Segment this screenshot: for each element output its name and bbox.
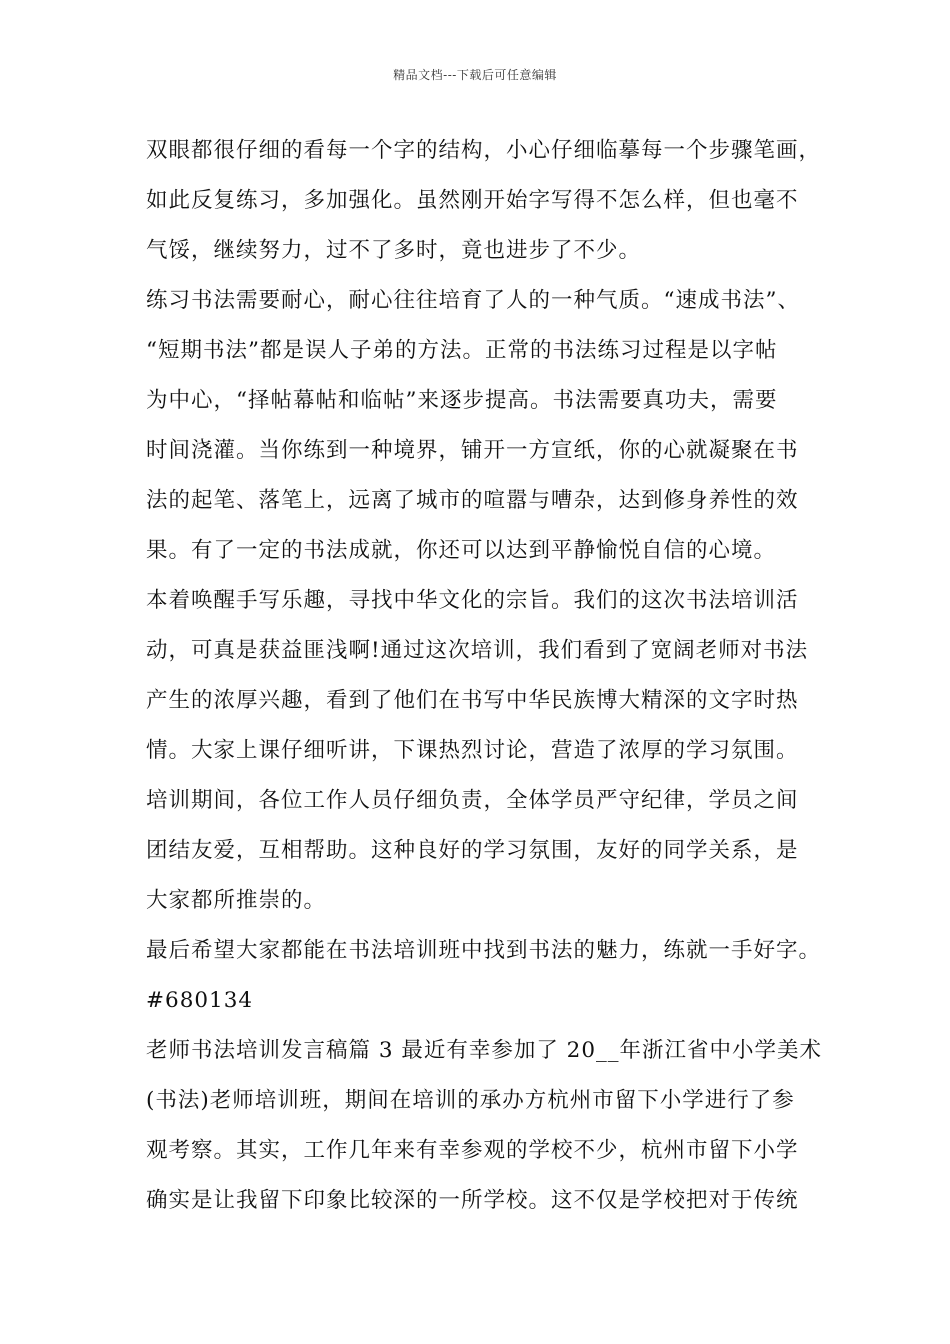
text-line: 为中心，“择帖幕帖和临帖”来逐步提高。书法需要真功夫，需要	[146, 388, 778, 413]
text-line: 双眼都很仔细的看每一个字的结构，小心仔细临摹每一个步骤笔画，	[146, 138, 822, 163]
text-line: 观考察。其实，工作几年来有幸参观的学校不少，杭州市留下小学	[146, 1138, 799, 1163]
text-line: 果。有了一定的书法成就，你还可以达到平静愉悦自信的心境。	[146, 538, 777, 563]
document-body	[146, 133, 823, 1233]
text-line: 产生的浓厚兴趣，看到了他们在书写中华民族博大精深的文字时热	[146, 688, 799, 713]
text-line: “短期书法”都是误人子弟的方法。正常的书法练习过程是以字帖	[146, 338, 778, 363]
text-line: 练习书法需要耐心，耐心往往培育了人的一种气质。“速成书法”、	[146, 288, 800, 313]
text-line: 团结友爱，互相帮助。这种良好的学习氛围，友好的同学关系，是	[146, 838, 799, 863]
page-header: 精品文档---下载后可任意编辑	[393, 68, 557, 82]
text-line: 大家都所推崇的。	[146, 888, 327, 913]
text-line: 法的起笔、落笔上，远离了城市的喧嚣与嘈杂，达到修身养性的效	[146, 488, 799, 513]
text-line: 本着唤醒手写乐趣，寻找中华文化的宗旨。我们的这次书法培训活	[146, 588, 799, 613]
text-line: 时间浇灌。当你练到一种境界，铺开一方宣纸，你的心就凝聚在书	[146, 438, 799, 463]
text-line: 老师书法培训发言稿篇 3 最近有幸参加了 20__年浙江省中小学美术	[146, 1038, 823, 1063]
text-line: 动，可真是获益匪浅啊!通过这次培训，我们看到了宽阔老师对书法	[146, 638, 809, 663]
text-line: 确实是让我留下印象比较深的一所学校。这不仅是学校把对于传统	[146, 1188, 799, 1213]
text-line: 最后希望大家都能在书法培训班中找到书法的魅力，练就一手好字。	[146, 938, 822, 963]
text-line: 情。大家上课仔细听讲，下课热烈讨论，营造了浓厚的学习氛围。	[146, 738, 799, 763]
text-line: 如此反复练习，多加强化。虽然刚开始字写得不怎么样，但也毫不	[146, 188, 799, 213]
text-line: (书法)老师培训班，期间在培训的承办方杭州市留下小学进行了参	[146, 1088, 795, 1113]
document-id: #680134	[146, 988, 254, 1013]
text-line: 气馁，继续努力，过不了多时，竟也进步了不少。	[146, 238, 642, 263]
text-line: 培训期间，各位工作人员仔细负责，全体学员严守纪律，学员之间	[146, 788, 799, 813]
